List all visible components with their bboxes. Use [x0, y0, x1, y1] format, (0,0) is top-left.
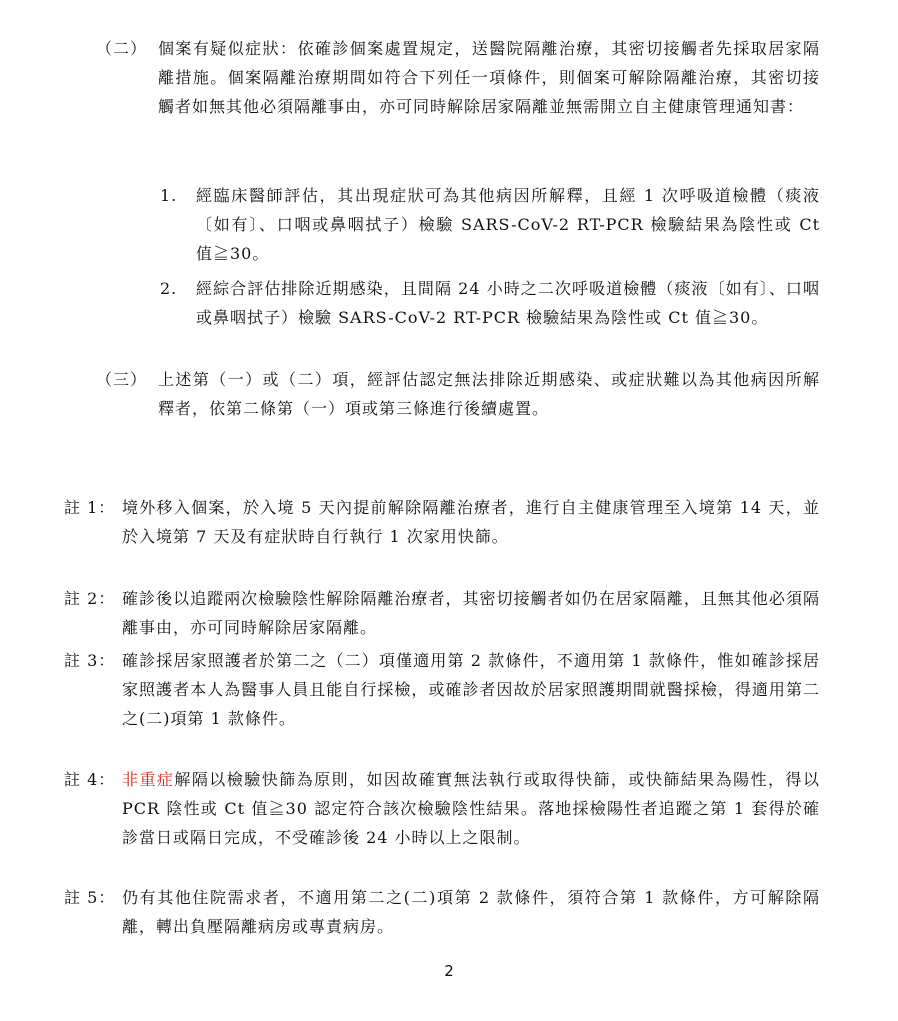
page-number: 2 — [444, 962, 454, 980]
note-1-text: 境外移入個案，於入境 5 天內提前解除隔離治療者，進行自主健康管理至入境第 14 天，並於入境第 7 天及有症狀時自行執行 1 次家用快篩。 — [122, 498, 820, 546]
note-4-highlight: 非重症 — [122, 770, 175, 789]
note-5 — [64, 883, 820, 941]
section-2-text: 個案有疑似症狀：依確診個案處置規定，送醫院隔離治療，其密切接觸者先採取居家隔離措施。個案隔離治療期間如符合下列任一項條件，則個案可解除隔離治療，其密切接觸者如無其他必須隔離事由，亦可同時解除居家隔離並無需開立自主健康管理通知書： — [158, 39, 820, 116]
note-2 — [64, 584, 820, 642]
section-2 — [96, 34, 820, 121]
section-3-label: （三） — [96, 370, 148, 389]
section-3 — [96, 365, 820, 423]
note-4-label: 註 4： — [64, 770, 116, 789]
item-2-text: 經綜合評估排除近期感染，且間隔 24 小時之二次呼吸道檢體（痰液〔如有〕、口咽或鼻咽拭子）檢驗 SARS-CoV-2 RT-PCR 檢驗結果為陰性或 Ct 值≧30。 — [196, 279, 820, 327]
note-3-label: 註 3： — [64, 651, 116, 670]
item-1-label: 1. — [160, 186, 178, 205]
note-4-body — [122, 765, 820, 852]
section-2-label: （二） — [96, 39, 148, 58]
note-2-label: 註 2： — [64, 589, 116, 608]
note-2-text: 確診後以追蹤兩次檢驗陰性解除隔離治療者，其密切接觸者如仍在居家隔離，且無其他必須隔離事由，亦可同時解除居家隔離。 — [122, 589, 820, 637]
note-1-label: 註 1： — [64, 498, 116, 517]
section-2-item-2 — [160, 274, 820, 332]
item-1-text: 經臨床醫師評估，其出現症狀可為其他病因所解釋，且經 1 次呼吸道檢體（痰液〔如有〕、口咽或鼻咽拭子）檢驗 SARS-CoV-2 RT-PCR 檢驗結果為陰性或 Ct 值≧30。 — [196, 186, 820, 263]
note-3-text: 確診採居家照護者於第二之（二）項僅適用第 2 款條件，不適用第 1 款條件，惟如確診採居家照護者本人為醫事人員且能自行採檢，或確診者因故於居家照護期間就醫採檢，得適用第二之(二)項第 1 款條件。 — [122, 651, 820, 728]
note-5-text: 仍有其他住院需求者，不適用第二之(二)項第 2 款條件，須符合第 1 款條件，方可解除隔離，轉出負壓隔離病房或專責病房。 — [122, 888, 820, 936]
item-2-label: 2. — [160, 279, 178, 298]
section-2-item-1 — [160, 181, 820, 268]
note-4-text: 解隔以檢驗快篩為原則，如因故確實無法執行或取得快篩，或快篩結果為陽性，得以 PCR 陰性或 Ct 值≧30 認定符合該次檢驗陰性結果。落地採檢陽性者追蹤之第 1 套得於確診當日或隔日完成，不受確診後 24 小時以上之限制。 — [122, 770, 820, 847]
section-3-text: 上述第（一）或（二）項，經評估認定無法排除近期感染、或症狀難以為其他病因所解釋者，依第二條第（一）項或第三條進行後續處置。 — [158, 370, 820, 418]
note-1 — [64, 493, 820, 551]
note-3 — [64, 646, 820, 733]
note-5-label: 註 5： — [64, 888, 116, 907]
note-4 — [64, 765, 820, 852]
